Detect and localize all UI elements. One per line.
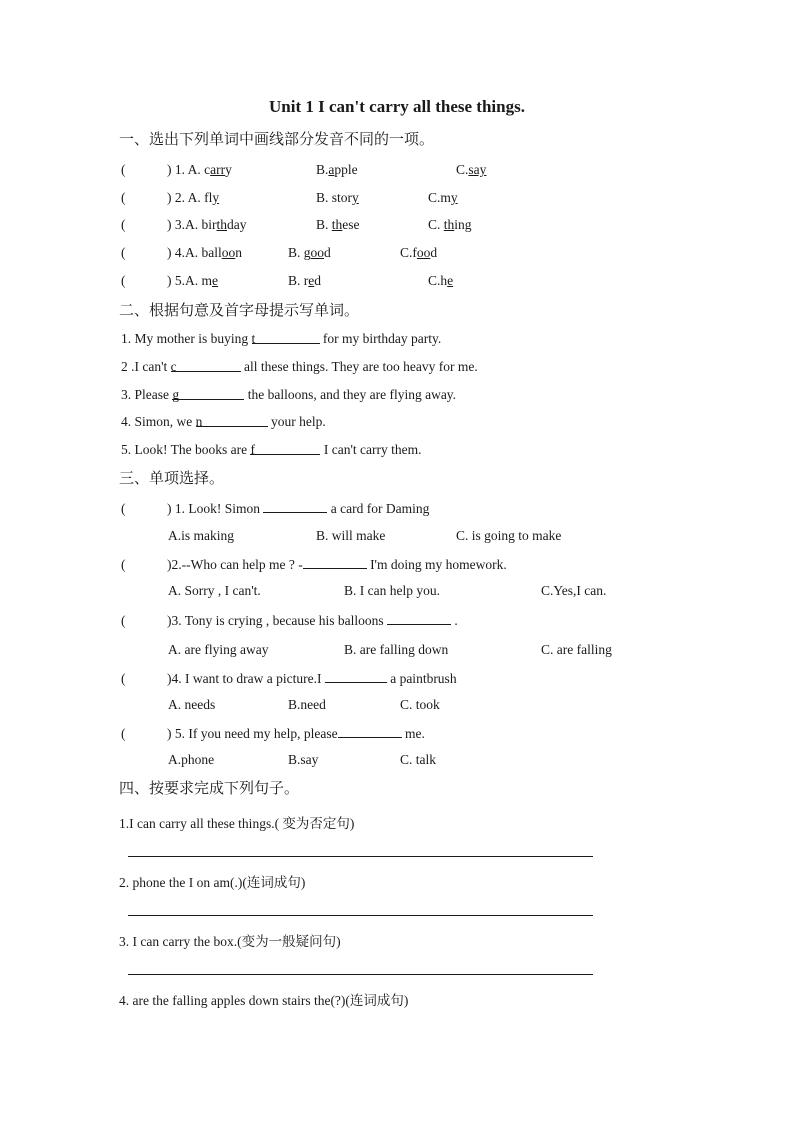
worksheet-page: Unit 1 I can't carry all these things. 一、选出下列单词中画线部分发音不同的一项。 ( ) 1. A. carry B.apple C.say ( ) 2. A. fly B. story C.my ( ) 3.A. birthday B. these C. thing ( ) 4.A. balloon B. good C.food ( ) 5.A. me B. red C.he 二、根据句意及首字母提示写单词。 1. My mother is buying t for my birthday party. 2 .I can't c all these things. They are too heavy for me. 3. Please g the balloons, and they are flying away. 4. Simon, we n your help. 5. Look! The books are f I can't carry them. 三、单项选择。 ( ) 1. Look! Simon a card for Daming A.is making B. will make C. is going to make ( )2.--Who can help me ? - I'm doing my homework. A. Sorry , I can't. B. I can help you. C.Yes,I can. ( )3. Tony is crying , because his balloons . A. are flying away B. are falling down C. are falling ( )4. I want to draw a picture.I a paintbrush A. needs B.need C. took ( ) 5. If you need my help, please me. A.phone B.say C. talk 四、按要求完成下列句子。 1.I can carry all these things.( 变为否定句) 2. phone the I on am(.)(连词成句) 3. I can carry the box.(变为一般疑问句) 4. are the falling apples down stairs the(?)(连词成句) [0,0,794,1123]
option-b[interactable]: B. will make [316,528,386,543]
option-c: C.he [428,273,454,288]
answer-paren[interactable]: ( [121,613,126,628]
section2-item: 5. Look! The books are f I can't carry them. [121,442,422,457]
answer-paren[interactable]: ( [121,162,126,177]
option-c[interactable]: C.Yes,I can. [541,583,607,598]
option-a[interactable]: A.is making [168,528,234,543]
fill-blank[interactable] [338,725,402,738]
option-c[interactable]: C. is going to make [456,528,562,543]
section4-item: 2. phone the I on am(.)(连词成句) [119,875,306,890]
section4-item: 1.I can carry all these things.( 变为否定句) [119,816,355,831]
fill-blank[interactable] [303,556,367,569]
option-b[interactable]: B.say [288,752,319,767]
section3-question: ( )4. I want to draw a picture.I a paintbrush [121,671,457,686]
option-a[interactable]: A. are flying away [168,642,269,657]
fill-blank[interactable]: t [252,331,320,344]
option-c: C. thing [428,217,472,232]
option-b: B. good [288,245,331,260]
section2-item: 2 .I can't c all these things. They are too heavy for me. [121,359,478,374]
section3-question: ( )3. Tony is crying , because his balloons . [121,613,458,628]
section1-heading: 一、选出下列单词中画线部分发音不同的一项。 [119,130,435,148]
section3-question: ( ) 5. If you need my help, please me. [121,726,425,741]
option-c[interactable]: C. are falling [541,642,612,657]
section2-item: 1. My mother is buying t for my birthday party. [121,331,442,346]
option-c: C.say [456,162,487,177]
answer-line[interactable] [128,974,593,975]
fill-blank[interactable] [325,670,387,683]
fill-blank[interactable]: c [171,359,241,372]
answer-paren[interactable]: ( [121,557,126,572]
option-c[interactable]: C. took [400,697,440,712]
section2-item: 4. Simon, we n your help. [121,414,326,429]
section3-heading: 三、单项选择。 [119,469,225,487]
fill-blank[interactable]: f [250,442,320,455]
answer-paren[interactable]: ( [121,217,126,232]
option-c[interactable]: C. talk [400,752,436,767]
answer-paren[interactable]: ( [121,671,126,686]
option-a[interactable]: A.phone [168,752,215,767]
worksheet-title: Unit 1 I can't carry all these things. [269,97,525,116]
section4-item: 3. I can carry the box.(变为一般疑问句) [119,934,341,949]
section3-question: ( ) 1. Look! Simon a card for Daming [121,501,430,516]
answer-paren[interactable]: ( [121,273,126,288]
option-b[interactable]: B.need [288,697,326,712]
section4-item: 4. are the falling apples down stairs the(?)(连词成句) [119,993,409,1008]
option-b: B. story [316,190,359,205]
section4-heading: 四、按要求完成下列句子。 [119,779,300,797]
option-a[interactable]: A. Sorry , I can't. [168,583,261,598]
option-c: C.my [428,190,458,205]
option-b: B.apple [316,162,358,177]
fill-blank[interactable] [387,612,451,625]
section3-question: ( )2.--Who can help me ? - I'm doing my homework. [121,557,507,572]
option-b[interactable]: B. I can help you. [344,583,440,598]
fill-blank[interactable]: g [172,387,244,400]
section2-heading: 二、根据句意及首字母提示写单词。 [119,301,360,319]
answer-line[interactable] [128,856,593,857]
section2-item: 3. Please g the balloons, and they are flying away. [121,387,457,402]
option-b: B. red [288,273,321,288]
answer-paren[interactable]: ( [121,501,126,516]
answer-paren[interactable]: ( [121,726,126,741]
option-b[interactable]: B. are falling down [344,642,449,657]
answer-paren[interactable]: ( [121,190,126,205]
fill-blank[interactable]: n [196,414,268,427]
answer-paren[interactable]: ( [121,245,126,260]
option-a[interactable]: A. needs [168,697,216,712]
fill-blank[interactable] [263,500,327,513]
option-c: C.food [400,245,438,260]
answer-line[interactable] [128,915,593,916]
option-b: B. these [316,217,360,232]
